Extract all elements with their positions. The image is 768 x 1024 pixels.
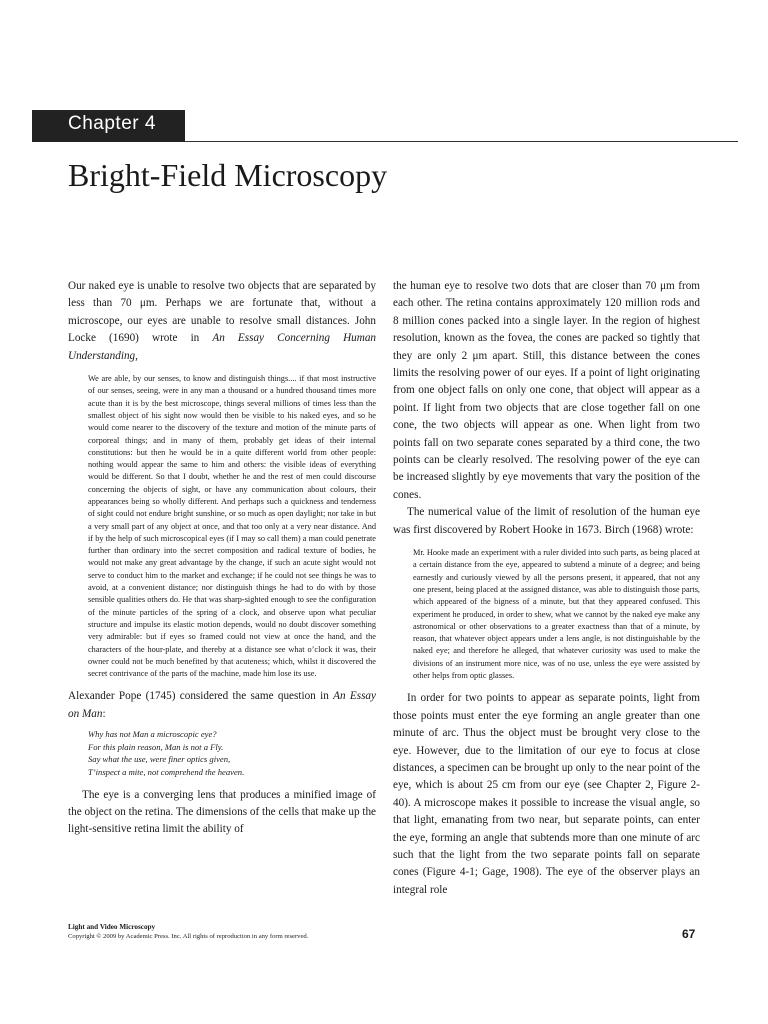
visual-angle-paragraph: In order for two points to appear as separate points, light from those points must enter the eye forming an angle greater than one minute of arc. Thus the object must be brought very close to the eye. However, due to the limitation of our eye to focus at close distances, a specimen can be brought up only to the near point of the eye, which is about 25 cm from our eye (see Chapter 2, Figure 2-40). A microscope makes it possible to increase the visual angle, so that light, emanating from two near, but separate points, can enter the eye, forming an angle that subtends more than one minute of arc such that the light from the two separate points fall on separate cones (Figure 4-1; Gage, 1908). The eye of the observer plays an integral role <box>393 692 700 896</box>
locke-quote <box>88 373 376 680</box>
poem-line: T’inspect a mite, not comprehend the heaven. <box>88 767 245 778</box>
intro-paragraph <box>68 278 376 365</box>
left-column <box>68 278 376 839</box>
retina-paragraph: the human eye to resolve two dots that are closer than 70 μm from each other. The retina contains approximately 120 million rods and 8 million cones packed into a single layer. In the region of highest resolution, known as the fovea, the cones are packed so tightly that they are only 2 μm apart. Still, this distance between the cones limits the resolving power of our eyes. If a point of light originating from one object falls on only one cone, that object will appear as a point. If light from two objects that are close together fall on one cone, the two objects will appear as one. When light from two points fall on two separate cones separated by a third cone, the two points can be clearly resolved. The resolving power of the eye can be increased slightly by eye movements that vary the position of the cones. <box>393 280 700 501</box>
lens-paragraph: The eye is a converging lens that produces a minified image of the object on the retina. The dimensions of the cells that make up the light-sensitive retina limit the ability of <box>68 788 376 836</box>
chapter-title: Bright-Field Microscopy <box>68 157 388 193</box>
intro-punct: , <box>135 349 138 362</box>
pope-punct: : <box>102 707 106 720</box>
right-column <box>393 278 700 899</box>
hooke-quote-text: Mr. Hooke made an experiment with a ruler divided into such parts, as being placed at a certain distance from the eye, appeared to subtend a minute of a degree; and being earnestly and curiously viewed by all the persons present, it appeared, that not any one present, being placed at the assigned distance, was able to distinguish those parts, which appeared of the bigness of a minute, but that they appeared confused. This experiment he produced, in order to shew, what we cannot by the naked eye make any astronomical or other observations to a greater exactness than that of a minute, by reason, that whatever object appears under a lens angle, is not distinguishable by the naked eye; and therefore he alleged, that whatever curiosity was used to make the divisions of an instrument more nice, was of no use, unless the eye were assisted by other helps from optic glasses. <box>413 548 700 681</box>
pope-poem <box>88 728 376 778</box>
chapter-label: Chapter 4 <box>68 113 156 134</box>
footer-copyright: Copyright © 2009 by Academic Press. Inc. All rights of reproduction in any form reserved. <box>68 933 309 940</box>
pope-paragraph <box>68 688 376 723</box>
hooke-paragraph: The numerical value of the limit of resolution of the human eye was first discovered by Robert Hooke in 1673. Birch (1968) wrote: <box>393 506 700 536</box>
intro-text: Our naked eye is unable to resolve two objects that are separated by less than 70 μm. Perhaps we are fortunate that, without a microscope, our eyes are unable to resolve small distances. John Locke (1690) wrote in <box>68 280 376 345</box>
page-number: 67 <box>682 927 696 941</box>
poem-line: Why has not Man a microscopic eye? <box>88 729 217 740</box>
hooke-quote <box>413 547 700 682</box>
locke-book-title: An Essay Concerning Human Understanding <box>68 332 377 362</box>
pope-book-title: An Essay on Man <box>68 690 376 720</box>
pope-text: Alexander Pope (1745) considered the same question in <box>68 690 334 703</box>
footer-book-title: Light and Video Microscopy <box>68 923 156 931</box>
locke-quote-text: We are able, by our senses, to know and distinguish things.... if that most instructive of our senses, seeing, were in any man a thousand or a hundred thousand times more acute than it is by the best microscope, things several millions of times less than the smallest object of his sight now would then be visible to his naked eyes, and so he would come nearer to the discovery of the texture and motion of the minute parts of corporeal things; and in many of them, probably get ideas of their internal constitutions: but then he would be in a quite different world from other people: nothing would appear the same to him and others: the visible ideas of everything would be different. So that I doubt, whether he and the rest of men could discourse concerning the objects of sight, or have any communication about colours, their appearances being so wholly different. And perhaps such a quickness and tenderness of sight could not endure bright sunshine, or so much as open daylight; nor take in but a very small part of any object at once, and that too only at a very near distance. And if by the help of such microscopical eyes (if I may so call them) a man could penetrate further than ordinary into the secret composition and radical texture of bodies, he would not make any great advantage by the change, if such an acute sight would not serve to conduct him to the market and exchange; if he could not see things he was to avoid, at a convenient distance; nor distinguish things he had to do with by those sensible qualities others do. He that was sharp-sighted enough to see the configuration of the minute particles of the spring of a clock, and observe upon what peculiar structure and impulse its elastic motion depends, would no doubt discover something very admirable: but if eyes so framed could not view at once the hand, and the characters of the hour-plate, and thereby at a distance see what o’clock it was, their owner could not be much benefited by that acuteness; which, whilst it discovered the secret contrivance of the parts of the machine, made him lose its use. <box>88 374 376 679</box>
poem-line: For this plain reason, Man is not a Fly. <box>88 741 224 752</box>
poem-line: Say what the use, were finer optics given, <box>88 754 231 765</box>
chapter-rule <box>185 141 738 142</box>
